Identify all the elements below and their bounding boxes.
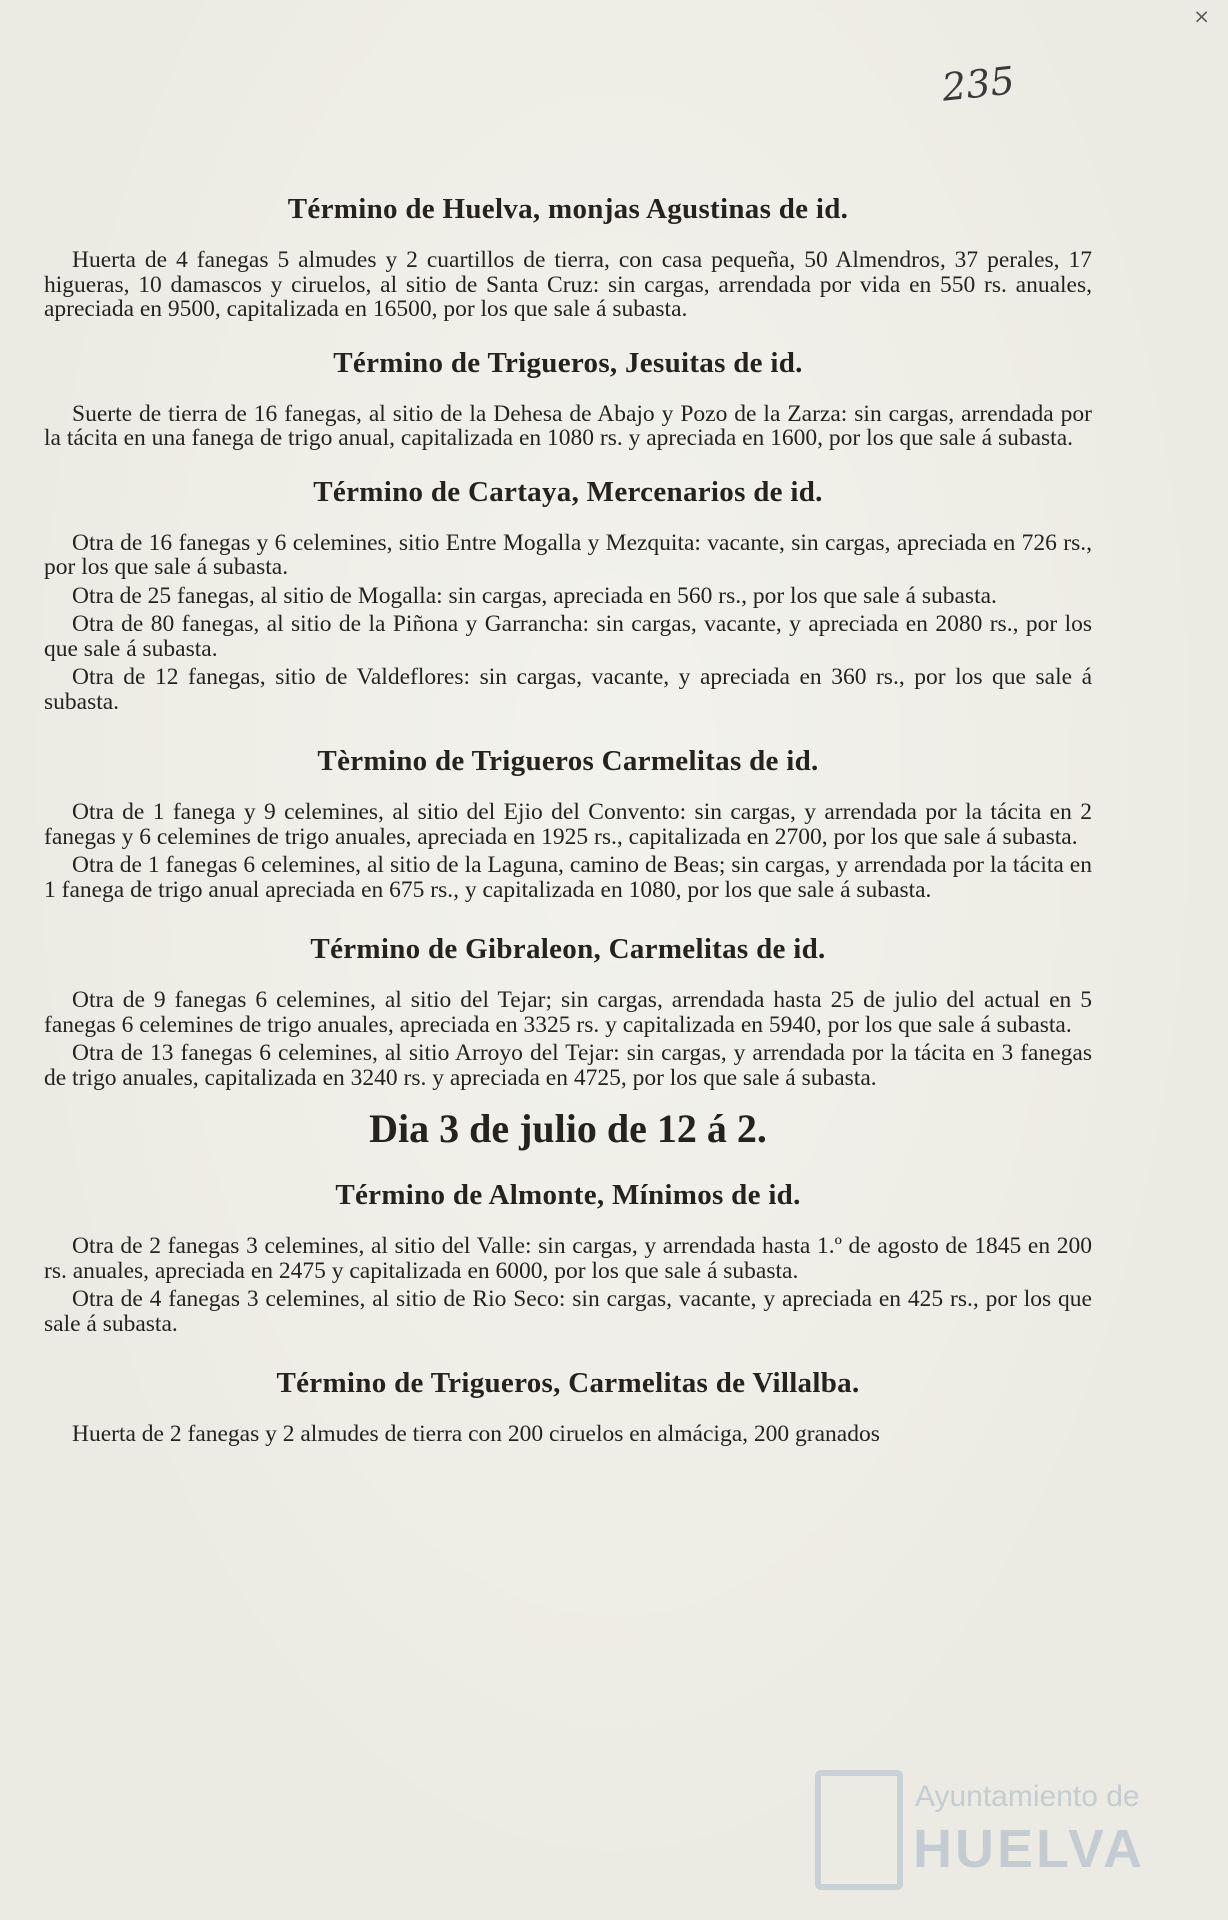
section-trigueros-jesuitas bbox=[44, 344, 1092, 451]
day-heading: Dia 3 de julio de 12 á 2. bbox=[369, 1106, 767, 1151]
paragraph: Otra de 80 fanegas, al sitio de la Piñona y Garrancha: sin cargas, vacante, y apreciada en 2080 rs., por los que sale á subasta. bbox=[44, 611, 1092, 662]
handwritten-page-number: 235 bbox=[939, 58, 1017, 110]
paragraph: Otra de 13 fanegas 6 celemines, al sitio Arroyo del Tejar: sin cargas, y arrendada por la tácita en 3 fanegas de trigo anuales, capitalizada en 3240 rs. y apreciada en 4725, por los que sale á subasta. bbox=[44, 1040, 1092, 1091]
section-almonte-minimos bbox=[44, 1176, 1092, 1336]
paragraph: Otra de 25 fanegas, al sitio de Mogalla: sin cargas, apreciada en 560 rs., por los que sale á subasta. bbox=[72, 582, 997, 609]
watermark-line2: HUELVA bbox=[913, 1819, 1145, 1879]
paragraph: Otra de 1 fanegas 6 celemines, al sitio de la Laguna, camino de Beas; sin cargas, y arrendada por la tácita en 1 fanega de trigo anual apreciada en 675 rs., y capitalizada en 1080, por los que sale á subasta. bbox=[44, 852, 1092, 903]
document-body bbox=[44, 190, 1092, 1451]
section-heading: Término de Almonte, Mínimos de id. bbox=[335, 1179, 801, 1211]
section-trigueros-carmelitas bbox=[44, 742, 1092, 902]
section-heading: Término de Trigueros, Carmelitas de Villalba. bbox=[276, 1367, 860, 1399]
section-heading: Término de Trigueros, Jesuitas de id. bbox=[333, 346, 803, 379]
paragraph: Suerte de tierra de 16 fanegas, al sitio de la Dehesa de Abajo y Pozo de la Zarza: sin cargas, arrendada por la tácita en una fanega de trigo anual, capitalizada en 1080 rs. y apreciada en 1600, por los que sale á subasta. bbox=[44, 400, 1092, 451]
paragraph: Otra de 2 fanegas 3 celemines, al sitio del Valle: sin cargas, y arrendada hasta 1.º de agosto de 1845 en 200 rs. anuales, apreciada en 2475 y capitalizada en 6000, por los que sale á subasta. bbox=[44, 1233, 1092, 1284]
section-heading: Tèrmino de Trigueros Carmelitas de id. bbox=[317, 745, 819, 777]
watermark-logo bbox=[815, 1770, 1145, 1900]
paragraph: Otra de 1 fanega y 9 celemines, al sitio del Ejio del Convento: sin cargas, y arrendada por la tácita en 2 fanegas y 6 celemines de trigo anuales, apreciada en 1925 rs., capitalizada en 2700, por los que sale á subasta. bbox=[44, 799, 1092, 850]
watermark-line1: Ayuntamiento de bbox=[915, 1780, 1140, 1813]
section-heading: Término de Huelva, monjas Agustinas de id. bbox=[287, 193, 849, 225]
paragraph: Otra de 4 fanegas 3 celemines, al sitio de Rio Seco: sin cargas, vacante, y apreciada en 425 rs., por los que sale á subasta. bbox=[44, 1286, 1092, 1337]
section-trigueros-villalba bbox=[44, 1364, 1092, 1447]
section-huelva-agustinas bbox=[44, 190, 1092, 322]
section-heading: Término de Cartaya, Mercenarios de id. bbox=[313, 475, 823, 508]
section-cartaya-mercenarios bbox=[44, 473, 1092, 715]
paragraph: Otra de 16 fanegas y 6 celemines, sitio Entre Mogalla y Mezquita: vacante, sin cargas, apreciada en 726 rs., por los que sale á subasta. bbox=[44, 529, 1092, 580]
paragraph: Huerta de 4 fanegas 5 almudes y 2 cuartillos de tierra, con casa pequeña, 50 Almendros, 37 perales, 17 higueras, 10 damascos y ciruelos, al sitio de Santa Cruz: sin cargas, arrendada por vida en 550 rs. anuales, apreciada en 9500, capitalizada en 16500, por los que sale á subasta. bbox=[44, 247, 1092, 322]
section-heading: Término de Gibraleon, Carmelitas de id. bbox=[310, 933, 826, 965]
paragraph: Huerta de 2 fanegas y 2 almudes de tierra con 200 ciruelos en almáciga, 200 granados bbox=[72, 1421, 880, 1447]
section-gibraleon-carmelitas bbox=[44, 930, 1092, 1090]
paragraph: Otra de 9 fanegas 6 celemines, al sitio del Tejar; sin cargas, arrendada hasta 25 de julio del actual en 5 fanegas 6 celemines de trigo anuales, apreciada en 3325 rs. y capitalizada en 5940, por los que sale á subasta. bbox=[44, 987, 1092, 1038]
corner-mark: × bbox=[1193, 4, 1210, 28]
paragraph: Otra de 12 fanegas, sitio de Valdeflores: sin cargas, vacante, y apreciada en 360 rs., por los que sale á subasta. bbox=[44, 664, 1092, 715]
city-shield-icon bbox=[815, 1770, 903, 1890]
